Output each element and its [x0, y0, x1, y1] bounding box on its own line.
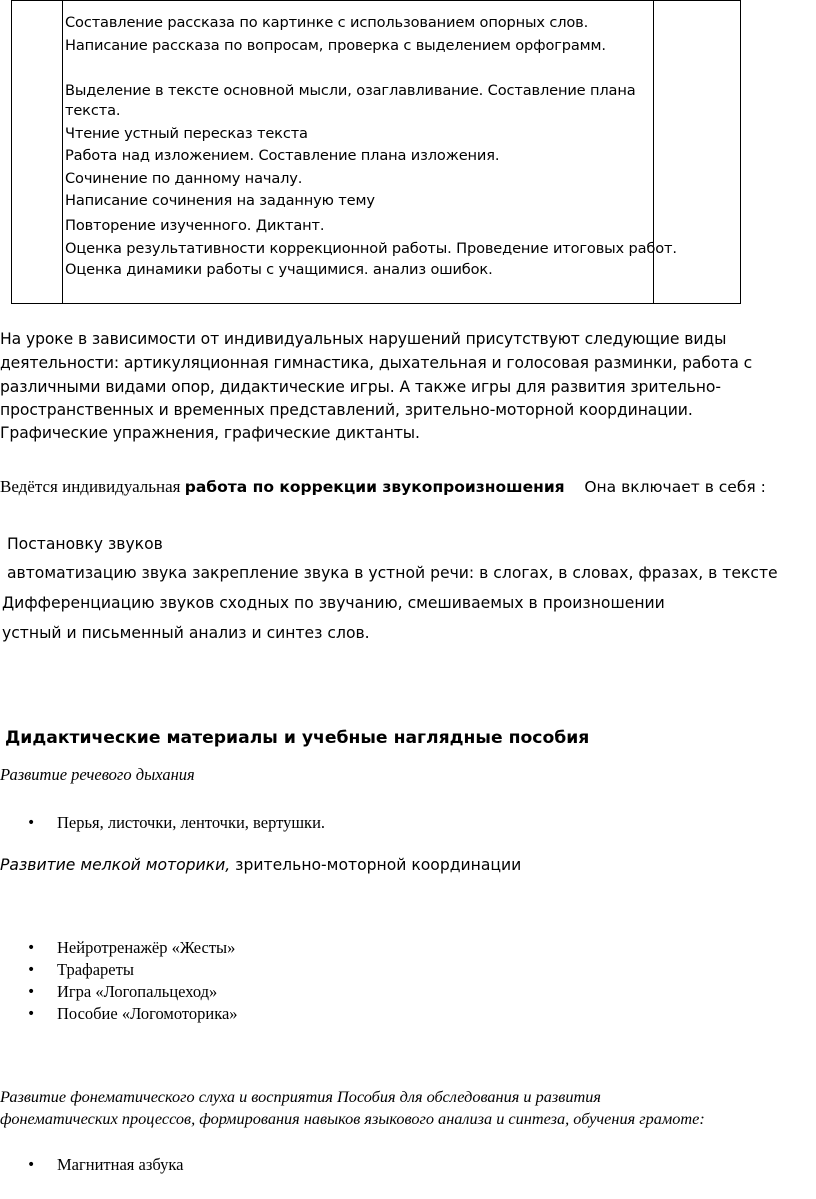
table-topic: Оценка динамики работы с учащимися. анализ ошибок. [65, 261, 493, 278]
motor-title-rest: зрительно-моторной координации [230, 856, 522, 874]
breathing-list [0, 812, 325, 834]
list-item: • Игра «Логопальцеход» [0, 981, 238, 1003]
table-topic: Повторение изученного. Диктант. [65, 217, 325, 234]
topic-cell [63, 1, 677, 304]
list-item: • Пособие «Логомоторика» [0, 1003, 238, 1025]
table-topic: Работа над изложением. Составление плана изложения. [65, 147, 500, 164]
motor-list [0, 937, 238, 1025]
table-topic: Написание рассказа по вопросам, проверка с выделением орфограмм. [65, 37, 606, 54]
lesson-plan-table [11, 0, 741, 304]
correction-item: Постановку звуков [2, 535, 163, 553]
materials-heading: Дидактические материалы и учебные наглядные пособия [5, 728, 590, 748]
paragraph-line: Графические упражнения, графические диктанты. [0, 424, 420, 442]
number-cell [12, 1, 63, 304]
list-item: • Нейротренажёр «Жесты» [0, 937, 238, 959]
table-topic: Оценка результативности коррекционной работы. Проведение итоговых работ. [65, 240, 677, 257]
table-row [12, 1, 741, 304]
list-item: • Перья, листочки, ленточки, вертушки. [0, 812, 325, 834]
motor-title-italic: Развитие мелкой моторики, [0, 856, 231, 874]
paragraph-line: На уроке в зависимости от индивидуальных нарушений присутствуют следующие виды [0, 330, 727, 348]
table-topic: Написание сочинения на заданную тему [65, 192, 375, 209]
phonemic-list [0, 1154, 183, 1176]
phonemic-title-line: Развитие фонематического слуха и восприятия Пособия для обследования и развития [0, 1087, 601, 1106]
table-topic: текста. [65, 102, 121, 119]
paragraph-line: пространственных и временных представлений, зрительно-моторной координации. [0, 401, 693, 419]
correction-tail: Она включает в себя : [564, 478, 766, 496]
motor-title [0, 856, 521, 874]
list-item: • Магнитная азбука [0, 1154, 183, 1176]
correction-bold: работа по коррекции звукопроизношения [184, 478, 565, 496]
breathing-title: Развитие речевого дыхания [0, 765, 195, 784]
list-item: • Трафареты [0, 959, 238, 981]
table-topic: Составление рассказа по картинке с использованием опорных слов. [65, 14, 589, 31]
correction-intro-line [0, 477, 766, 497]
correction-item: Дифференциацию звуков сходных по звучанию, смешиваемых в произношении [2, 594, 665, 612]
table-topic: Чтение устный пересказ текста [65, 125, 308, 142]
correction-item: устный и письменный анализ и синтез слов. [2, 624, 370, 642]
phonemic-title-line: фонематических процессов, формирования навыков языкового анализа и синтеза, обучения грамоте: [0, 1109, 705, 1128]
table-topic: Сочинение по данному началу. [65, 170, 303, 187]
paragraph-line: деятельности: артикуляционная гимнастика, дыхательная и голосовая разминки, работа с [0, 354, 753, 372]
correction-item: автоматизацию звука закрепление звука в устной речи: в слогах, в словах, фразах, в тексте [2, 564, 778, 582]
correction-intro: Ведётся индивидуальная [0, 477, 185, 496]
paragraph-line: различными видами опор, дидактические игры. А также игры для развития зрительно- [0, 378, 721, 396]
table-topic: Выделение в тексте основной мысли, озаглавливание. Составление плана [65, 82, 636, 99]
